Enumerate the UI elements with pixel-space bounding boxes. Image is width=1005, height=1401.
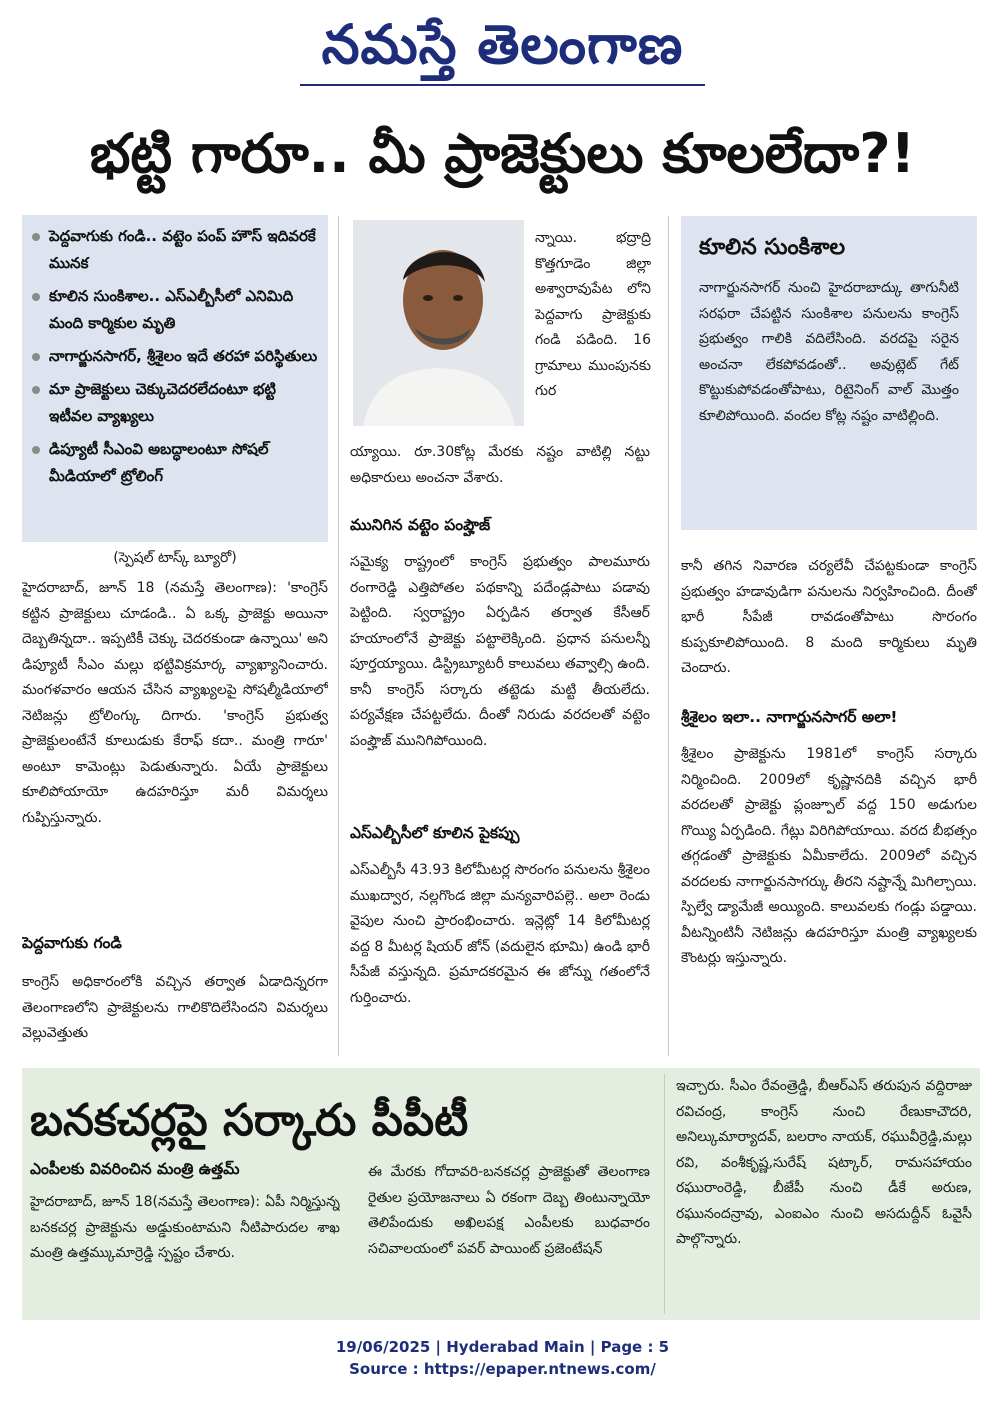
sunkishala-box xyxy=(681,216,977,530)
column-divider xyxy=(664,1074,665,1314)
box-text: నాగార్జునసాగర్ నుంచి హైదరాబాద్కు తాగునీటి సరఫరా చేపట్టిన సుంకిశాల పనులను కాంగ్రెస్ ప్రభుత్వం గాలికి వదిలేసింది. వరదపై సరైన అంచనా లేకపోవడంతో.. అవుట్లెట్ గేట్ కొట్టుకుపోవడంతోపాటు, రిటైనింగ్ వాల్ మొత్తం కూలిపోయింది. వందల కోట్ల నష్టం వాటిల్లింది. xyxy=(699,280,959,424)
bullet-icon xyxy=(32,293,40,301)
byline: (స్పెషల్ టాస్క్ బ్యూరో) xyxy=(113,550,237,566)
article-paragraph: శ్రీశైలం ప్రాజెక్టును 1981లో కాంగ్రెస్ సర్కారు నిర్మించింది. 2009లో కృష్ణానదికి వచ్చిన భారీ వరదలతో ప్రాజెక్టు ప్లంజ్పూల్ వద్ద 150 అడుగుల గొయ్యి ఏర్పడింది. గేట్లు విరిగిపోయాయి. వరద బీభత్సం తగ్గడంతో ప్రాజెక్టుకు ఏమీకాలేదు. 2009లో వచ్చిన వరదలకు నాగార్జునసాగర్కు తీరని నష్టాన్నే మిగిల్చాయి. స్పిల్వే డ్యామేజీ అయ్యింది. కాలువలకు గండ్లు పడ్డాయి. వీటన్నింటినీ నెటిజన్లు ఉదహరిస్తూ మంత్రి వ్యాఖ్యలకు కౌంటర్లు ఇస్తున్నారు. xyxy=(681,746,977,966)
article-paragraph: సమైక్య రాష్ట్రంలో కాంగ్రెస్ ప్రభుత్వం పాలమూరు రంగారెడ్డి ఎత్తిపోతల పథకాన్ని పదేండ్లపాటు పడావు పెట్టింది. స్వరాష్ట్రం ఏర్పడిన తర్వాత కేసీఆర్ హయాంలోనే ప్రాజెక్టు పట్టాలెక్కింది. ప్రధాన పనులన్నీ పూర్తయ్యాయి. డిస్ట్రిబ్యూటరీ కాలువలు తవ్వాల్సి ఉంది. కానీ కాంగ్రెస్ సర్కారు తట్టెడు మట్టి తీయలేదు. పర్యవేక్షణ చేపట్టలేదు. దీంతో నిరుడు వరదలతో వట్టెం పంప్హౌజ్ మునిగిపోయింది. xyxy=(350,554,650,749)
article-paragraph: న్నాయి. భద్రాద్రి కొత్తగూడెం జిల్లా అశ్వారావుపేట లోని పెద్దవాగు ప్రాజెక్టుకు గండి పడింది. 16 గ్రామాలు ముంపునకు గుర xyxy=(535,230,651,399)
highlight-item: పెద్దవాగుకు గండి.. వట్టెం పంప్ హౌస్ ఇదివరకే మునక xyxy=(32,223,320,277)
highlight-item: నాగార్జునసాగర్, శ్రీశైలం ఇదే తరహా పరిస్థితులు xyxy=(32,343,320,370)
section-subhead: ఎస్ఎల్బీసీలో కూలిన పైకప్పు xyxy=(350,824,520,842)
masthead-logo: నమస్తే తెలంగాణ xyxy=(321,13,684,76)
column-divider xyxy=(668,216,669,1056)
bullet-icon xyxy=(32,446,40,454)
highlight-item: కూలిన సుంకిశాల.. ఎస్ఎల్బీసీలో ఎనిమిది మంది కార్మికుల మృతి xyxy=(32,283,320,337)
bottom-headline: బనకచర్లపై సర్కారు పీపీటీ xyxy=(30,1095,469,1146)
main-headline: భట్టి గారూ.. మీ ప్రాజెక్టులు కూలలేదా?! xyxy=(89,122,916,185)
highlight-item: మా ప్రాజెక్టులు చెక్కుచెదరలేదంటూ భట్టి ఇటీవల వ్యాఖ్యలు xyxy=(32,376,320,430)
article-paragraph: కానీ తగిన నివారణ చర్యలేవీ చేపట్టకుండా కాంగ్రెస్ ప్రభుత్వం హడావుడిగా పనులను నిర్వహించింది. దీంతో భారీ సీపేజీ రావడంతోపాటు సొరంగం కుప్పకూలిపోయింది. 8 మంది కార్మికులు మృతి చెందారు. xyxy=(681,558,977,676)
article-paragraph: హైదరాబాద్, జూన్ 18(నమస్తే తెలంగాణ): ఏపీ నిర్మిస్తున్న బనకచర్ల ప్రాజెక్టును అడ్డుకుంటామని నీటిపారుదల శాఖ మంత్రి ఉత్తమ్కుమార్రెడ్డి స్పష్టం చేశారు. xyxy=(30,1194,340,1261)
minister-photo xyxy=(353,220,524,426)
bullet-icon xyxy=(32,353,40,361)
section-subhead: పెద్దవాగుకు గండి xyxy=(22,934,122,952)
section-subhead: శ్రీశైలం ఇలా.. నాగార్జునసాగర్ అలా! xyxy=(681,708,898,726)
article-paragraph: ఈ మేరకు గోదావరి-బనకచర్ల ప్రాజెక్టుతో తెలంగాణ రైతుల ప్రయోజనాలు ఏ రకంగా దెబ్బ తింటున్నాయో తెలిపేందుకు అఖిలపక్ష ఎంపీలకు బుధవారం సచివాలయంలో పవర్ పాయింట్ ప్రజెంటేషన్ xyxy=(368,1164,650,1257)
bottom-subhead: ఎంపీలకు వివరించిన మంత్రి ఉత్తమ్ xyxy=(30,1160,240,1178)
section-subhead: మునిగిన వట్టెం పంప్హౌజ్ xyxy=(350,516,491,534)
highlight-item: డిప్యూటీ సీఎంవి అబద్ధాలంటూ సోషల్ మీడియాలో ట్రోలింగ్ xyxy=(32,436,320,490)
person-portrait-icon xyxy=(353,220,524,426)
masthead-rule xyxy=(300,84,705,86)
bullet-icon xyxy=(32,233,40,241)
footer-source: Source : https://epaper.ntnews.com/ xyxy=(349,1360,656,1378)
highlights-box xyxy=(22,215,328,542)
article-paragraph: కాంగ్రెస్ అధికారంలోకి వచ్చిన తర్వాత ఏడాదిన్నరగా తెలంగాణలోని ప్రాజెక్టులను గాలికొదిలేసిందని విమర్శలు వెల్లువెత్తుతు xyxy=(22,974,328,1041)
article-paragraph: హైదరాబాద్, జూన్ 18 (నమస్తే తెలంగాణ): 'కాంగ్రెస్ కట్టిన ప్రాజెక్టులు చూడండి.. ఏ ఒక్క ప్రాజెక్టు అయినా దెబ్బతిన్నదా.. ఇప్పటికీ చెక్కు చెదరకుండా ఉన్నాయి' అని డిప్యూటీ సీఎం మల్లు భట్టివిక్రమార్క వ్యాఖ్యానించారు. మంగళవారం ఆయన చేసిన వ్యాఖ్యలపై సోషల్మీడియాలో నెటిజన్లు ట్రోలింగ్కు దిగారు. 'కాంగ్రెస్ ప్రభుత్వ ప్రాజెక్టులంటేనే కూలుడుకు కేరాఫ్ కదా.. మంత్రి గారూ' అంటూ కామెంట్లు పెడుతున్నారు. ఏయే ప్రాజెక్టులు కూలిపోయాయో ఉదహరిస్తూ మరీ విమర్శలు గుప్పిస్తున్నారు. xyxy=(22,580,328,826)
article-paragraph: య్యాయి. రూ.30కోట్ల మేరకు నష్టం వాటిల్లి నట్టు అధికారులు అంచనా వేశారు. xyxy=(350,444,650,486)
bullet-icon xyxy=(32,386,40,394)
box-title: కూలిన సుంకిశాల xyxy=(699,235,846,260)
article-paragraph: ఇచ్చారు. సీఎం రేవంత్రెడ్డి, బీఆర్ఎస్ తరుపున వద్దిరాజు రవిచంద్ర, కాంగ్రెస్ నుంచి రేణుకాచౌదరి, అనిల్కుమార్యాదవ్, బలరాం నాయక్, రఘువీర్రెడ్డి,మల్లు రవి, వంశీకృష్ణ,సురేష్ షట్కార్, రామసహాయం రఘురాంరెడ్డి, బీజేపీ నుంచి డీకే అరుణ, రఘునందన్రావు, ఎంఐఎం నుంచి అసదుద్దీన్ ఓవైసీ పాల్గొన్నారు. xyxy=(676,1078,972,1247)
column-divider xyxy=(338,216,339,1056)
footer-dateline: 19/06/2025 | Hyderabad Main | Page : 5 xyxy=(335,1338,670,1356)
article-paragraph: ఎస్ఎల్బీసీ 43.93 కిలోమీటర్ల సొరంగం పనులను శ్రీశైలం ముఖద్వార, నల్లగొండ జిల్లా మన్యవారిపల్లె.. అలా రెండు వైపుల నుంచి ప్రారంభించారు. ఇన్లెట్లో 14 కిలోమీటర్ల వద్ద 8 మీటర్ల షియర్ జోన్ (వదులైన భూమి) ఉండి భారీ సీపేజీ వస్తున్నది. ప్రమాదకరమైన ఈ జోన్ను గతంలోనే గుర్తించారు. xyxy=(350,862,650,1006)
